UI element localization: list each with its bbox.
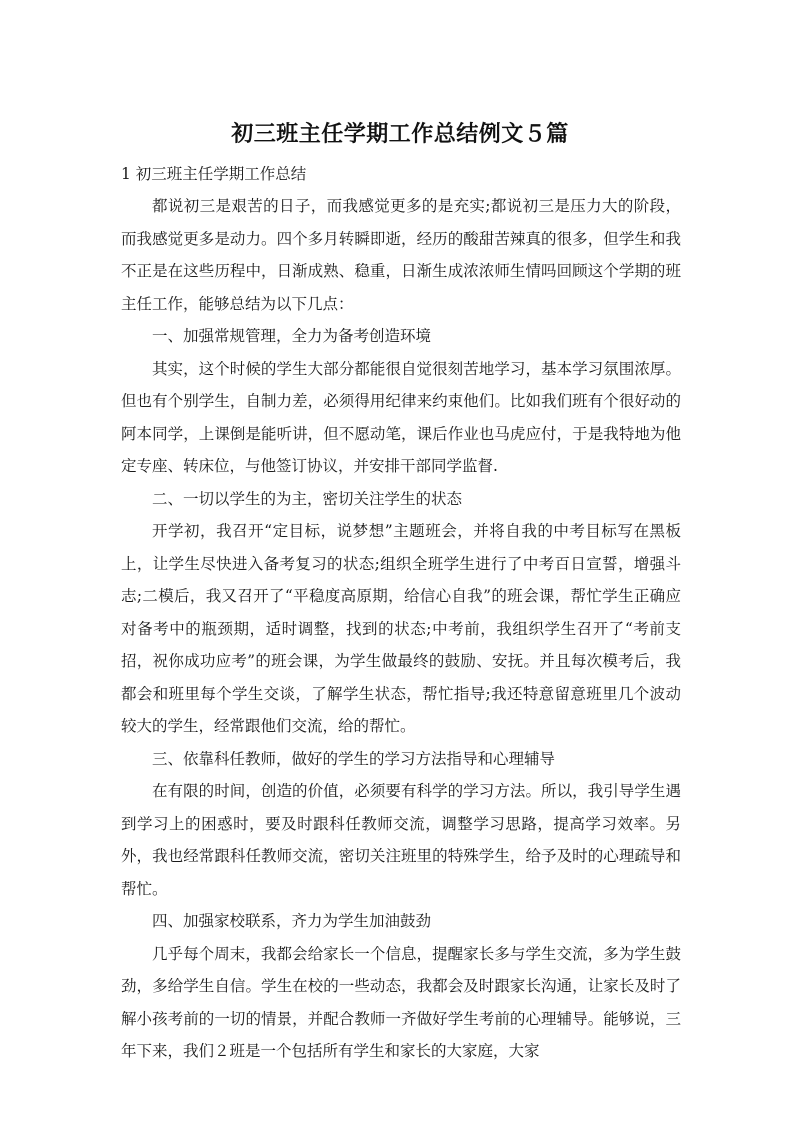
paragraph: 几乎每个周末，我都会给家长一个信息，提醒家长多与学生交流，多为学生鼓劲，多给学生自信。学生在校的一些动态，我都会及时跟家长沟通，让家长及时了解小孩考前的一切的情景，并配合教师一齐做好学生考前的心理辅导。能够说，三年下来，我们２班是一个包括所有学生和家长的大家庭，大家 — [121, 944, 681, 1060]
section-subtitle: 1 初三班主任学期工作总结 — [121, 165, 307, 183]
document-body — [121, 158, 681, 1068]
paragraph: 在有限的时间，创造的价值，必须要有科学的学习方法。所以，我引导学生遇到学习上的困惑时，要及时跟科任教师交流，调整学习思路，提高学习效率。另外，我也经常跟科任教师交流，密切关注班里的特殊学生，给予及时的心理疏导和帮忙。 — [121, 782, 681, 898]
paragraph: 开学初，我召开“定目标，说梦想”主题班会，并将自我的中考目标写在黑板上，让学生尽快进入备考复习的状态;组织全班学生进行了中考百日宣誓，增强斗志;二模后，我又召开了“平稳度高原期，给信心自我”的班会课，帮忙学生正确应对备考中的瓶颈期，适时调整，找到的状态;中考前，我组织学生召开了“考前支招，祝你成功应考”的班会课，为学生做最终的鼓励、安抚。并且每次模考后，我都会和班里每个学生交谈，了解学生状态，帮忙指导;我还特意留意班里几个波动较大的学生，经常跟他们交流，给的帮忙。 — [121, 522, 681, 735]
section-heading: 四、加强家校联系，齐力为学生加油鼓劲 — [152, 912, 432, 930]
section-heading: 二、一切以学生的为主，密切关注学生的状态 — [152, 489, 463, 508]
document-title: 初三班主任学期工作总结例文５篇 — [231, 122, 569, 147]
paragraph: 都说初三是艰苦的日子，而我感觉更多的是充实;都说初三是压力大的阶段，而我感觉更多是动力。四个多月转瞬即逝，经历的酸甜苦辣真的很多，但学生和我不正是在这些历程中，日渐成熟、稳重，日渐生成浓浓师生情吗回顾这个学期的班主任工作，能够总结为以下几点： — [121, 197, 681, 313]
section-heading: 三、依靠科任教师，做好的学生的学习方法指导和心理辅导 — [152, 749, 556, 768]
paragraph: 其实，这个时候的学生大部分都能很自觉很刻苦地学习，基本学习氛围浓厚。但也有个别学生，自制力差，必须得用纪律来约束他们。比如我们班有个很好动的阿本同学，上课倒是能听讲，但不愿动笔，课后作业也马虎应付，于是我特地为他定专座、转床位，与他签订协议，并安排干部同学监督. — [121, 359, 681, 475]
section-heading: 一、加强常规管理，全力为备考创造环境 — [152, 327, 432, 345]
